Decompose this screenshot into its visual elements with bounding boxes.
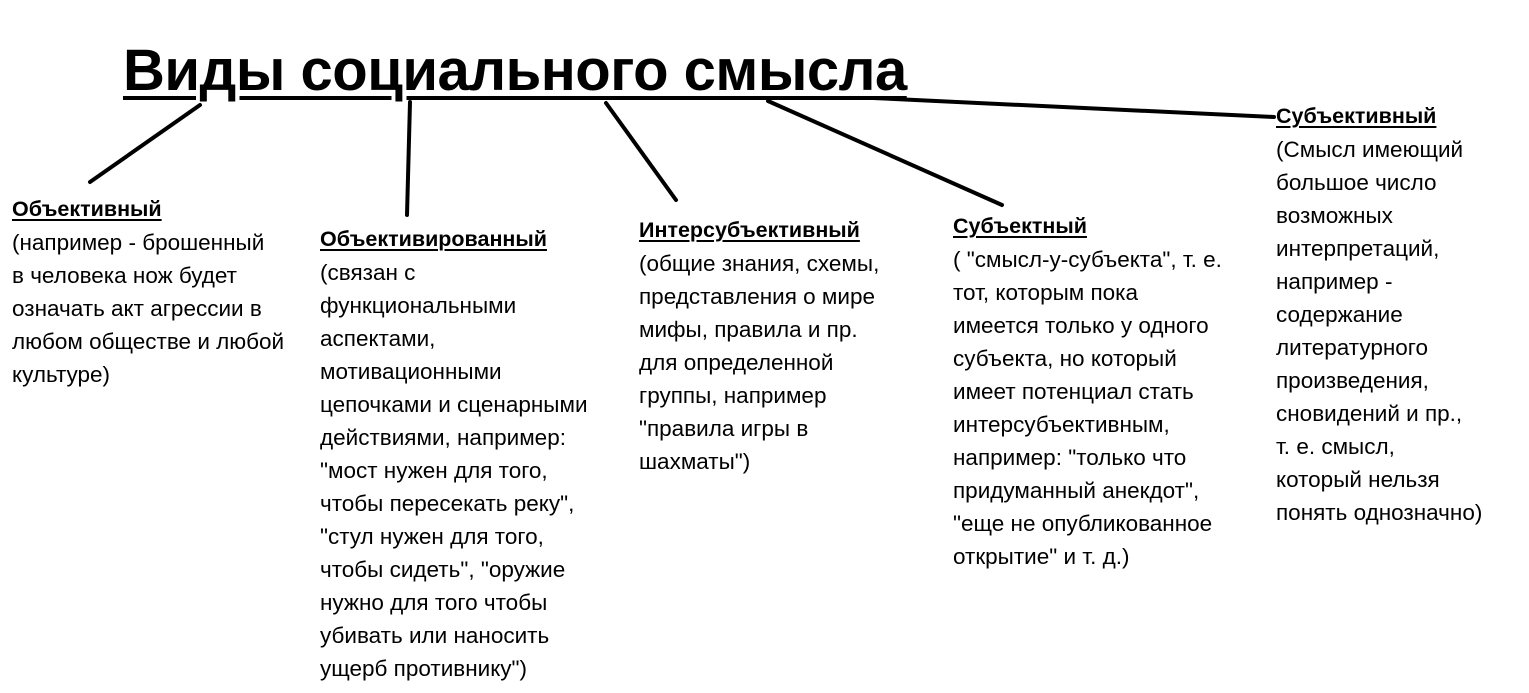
type-description: (Смысл имеющий большое число возможных интерпретаций, например - содержание литературного произведения, сновидений и пр., т. е. смысл, который нельзя понять однозначно)	[1276, 137, 1483, 525]
connector-intersubjective	[606, 103, 676, 200]
type-subjective	[1276, 100, 1526, 529]
connector-objective	[90, 105, 200, 182]
type-heading: Объективированный	[320, 227, 547, 251]
type-heading: Объективный	[12, 197, 162, 221]
type-heading: Субъективный	[1276, 104, 1437, 128]
connector-subject	[768, 101, 1002, 205]
type-description: ( "смысл-у-субъекта", т. е. тот, которым пока имеется только у одного субъекта, но который имеет потенциал стать интерсубъективным, например: "только что придуманный анекдот", "еще не опубликованное открытие" и т. д.)	[953, 247, 1222, 569]
type-description: (связан с функциональными аспектами, мотивационными цепочками и сценарными действиями, например: "мост нужен для того, чтобы пересекать реку", "стул нужен для того, чтобы сидеть", "оружие нужно для того чтобы убивать или наносить ущерб противнику")	[320, 260, 588, 681]
type-heading: Интерсубъективный	[639, 218, 860, 242]
diagram-title: Виды социального смысла	[123, 38, 907, 103]
type-subject	[953, 210, 1253, 573]
type-objectified	[320, 223, 630, 685]
connector-objectified	[407, 102, 410, 215]
type-description: (например - брошенный в человека нож будет означать акт агрессии в любом обществе и любой культуре)	[12, 230, 285, 387]
type-intersubjective	[639, 214, 919, 478]
type-heading: Субъектный	[953, 214, 1087, 238]
type-description: (общие знания, схемы, представления о мире мифы, правила и пр. для определенной группы, например "правила игры в шахматы")	[639, 251, 880, 474]
type-objective	[12, 193, 312, 391]
connector-subjective	[873, 98, 1274, 117]
